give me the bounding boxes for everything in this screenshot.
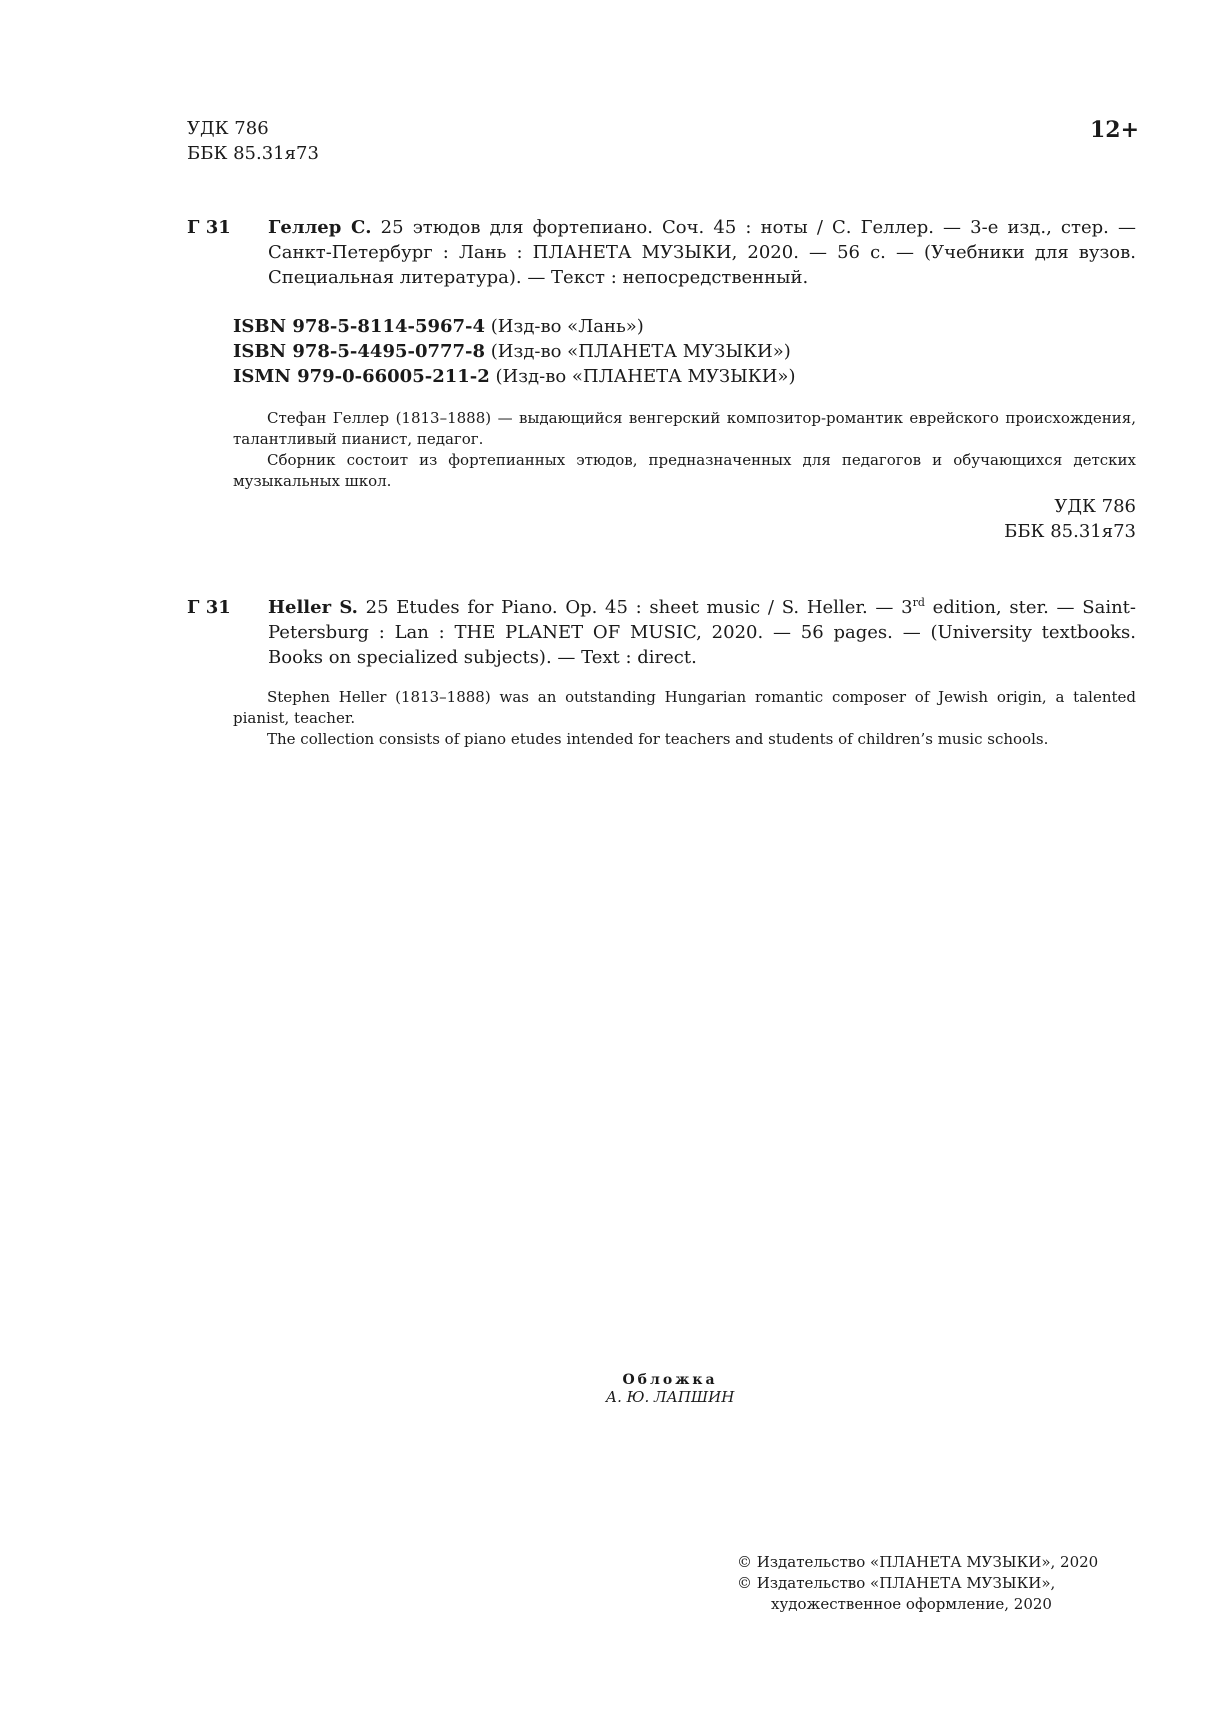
ru-index-code: Г 31: [187, 217, 231, 238]
ru-citation-block: [268, 215, 1136, 290]
copyright-line: © Издательство «ПЛАНЕТА МУЗЫКИ»,: [737, 1574, 1056, 1592]
cover-credit-label: Обложка: [622, 1372, 718, 1388]
ru-classification: [900, 494, 1136, 544]
ru-annotation-para-2: Сборник состоит из фортепианных этюдов, предназначенных для педагогов и обучающихся детских музыкальных школ.: [233, 451, 1136, 490]
en-citation-part-2: edition, ster. — Saint-Petersburg : Lan : THE PLANET OF MUSIC, 2020. — 56 pages. — (University textbooks. Books on specialized subjects). — Text : direct.: [268, 597, 1136, 668]
en-author: Heller S.: [268, 597, 358, 618]
ru-annotation-para-1: Стефан Геллер (1813–1888) — выдающийся венгерский композитор-романтик еврейского происхождения, талантливый пианист, педагог.: [233, 409, 1136, 448]
isbn-code: ISBN 978-5-8114-5967-4: [233, 316, 486, 337]
isbn-code: ISBN 978-5-4495-0777-8: [233, 341, 486, 362]
age-rating: 12+: [1090, 117, 1140, 143]
cover-credit-name: А. Ю. ЛАПШИН: [605, 1388, 735, 1406]
header-classification: [187, 116, 319, 166]
en-citation-block: [268, 595, 1136, 670]
header-udk: УДК 786: [187, 118, 269, 139]
isbn-list: [233, 314, 1133, 389]
en-citation-superscript: rd: [912, 596, 925, 609]
cover-credit: [555, 1372, 785, 1406]
isbn-publisher: (Изд-во «ПЛАНЕТА МУЗЫКИ»): [485, 341, 791, 362]
ru-citation: 25 этюдов для фортепиано. Соч. 45 : ноты / С. Геллер. — 3-е изд., стер. — Санкт-Петербург : Лань : ПЛАНЕТА МУЗЫКИ, 2020. — 56 с. — (Учебники для вузов. Специальная литература). — Текст : непосредственный.: [268, 217, 1136, 288]
copyright-block: [737, 1552, 1098, 1615]
copyright-line: художественное оформление, 2020: [771, 1595, 1052, 1613]
ru-author: Геллер С.: [268, 217, 372, 238]
en-annotation-para-2: The collection consists of piano etudes intended for teachers and students of children’s music schools.: [267, 730, 1049, 748]
ismn-line: [233, 364, 1133, 389]
en-annotation: [233, 687, 1136, 750]
isbn-line: [233, 314, 1133, 339]
en-citation-part-1: 25 Etudes for Piano. Op. 45 : sheet music / S. Heller. — 3: [357, 597, 913, 618]
header-bbk: ББК 85.31я73: [187, 143, 319, 164]
ismn-publisher: (Изд-во «ПЛАНЕТА МУЗЫКИ»): [489, 366, 796, 387]
en-index-code: Г 31: [187, 597, 231, 618]
isbn-line: [233, 339, 1133, 364]
ismn-code: ISMN 979-0-66005-211-2: [233, 366, 490, 387]
copyright-line: © Издательство «ПЛАНЕТА МУЗЫКИ», 2020: [737, 1553, 1099, 1571]
en-annotation-para-1: Stephen Heller (1813–1888) was an outstanding Hungarian romantic composer of Jewish origin, a talented pianist, teacher.: [233, 688, 1136, 727]
isbn-publisher: (Изд-во «Лань»): [485, 316, 644, 337]
ru-annotation: [233, 408, 1136, 492]
ru-bbk: ББК 85.31я73: [1004, 521, 1136, 542]
ru-udk: УДК 786: [1054, 496, 1136, 517]
